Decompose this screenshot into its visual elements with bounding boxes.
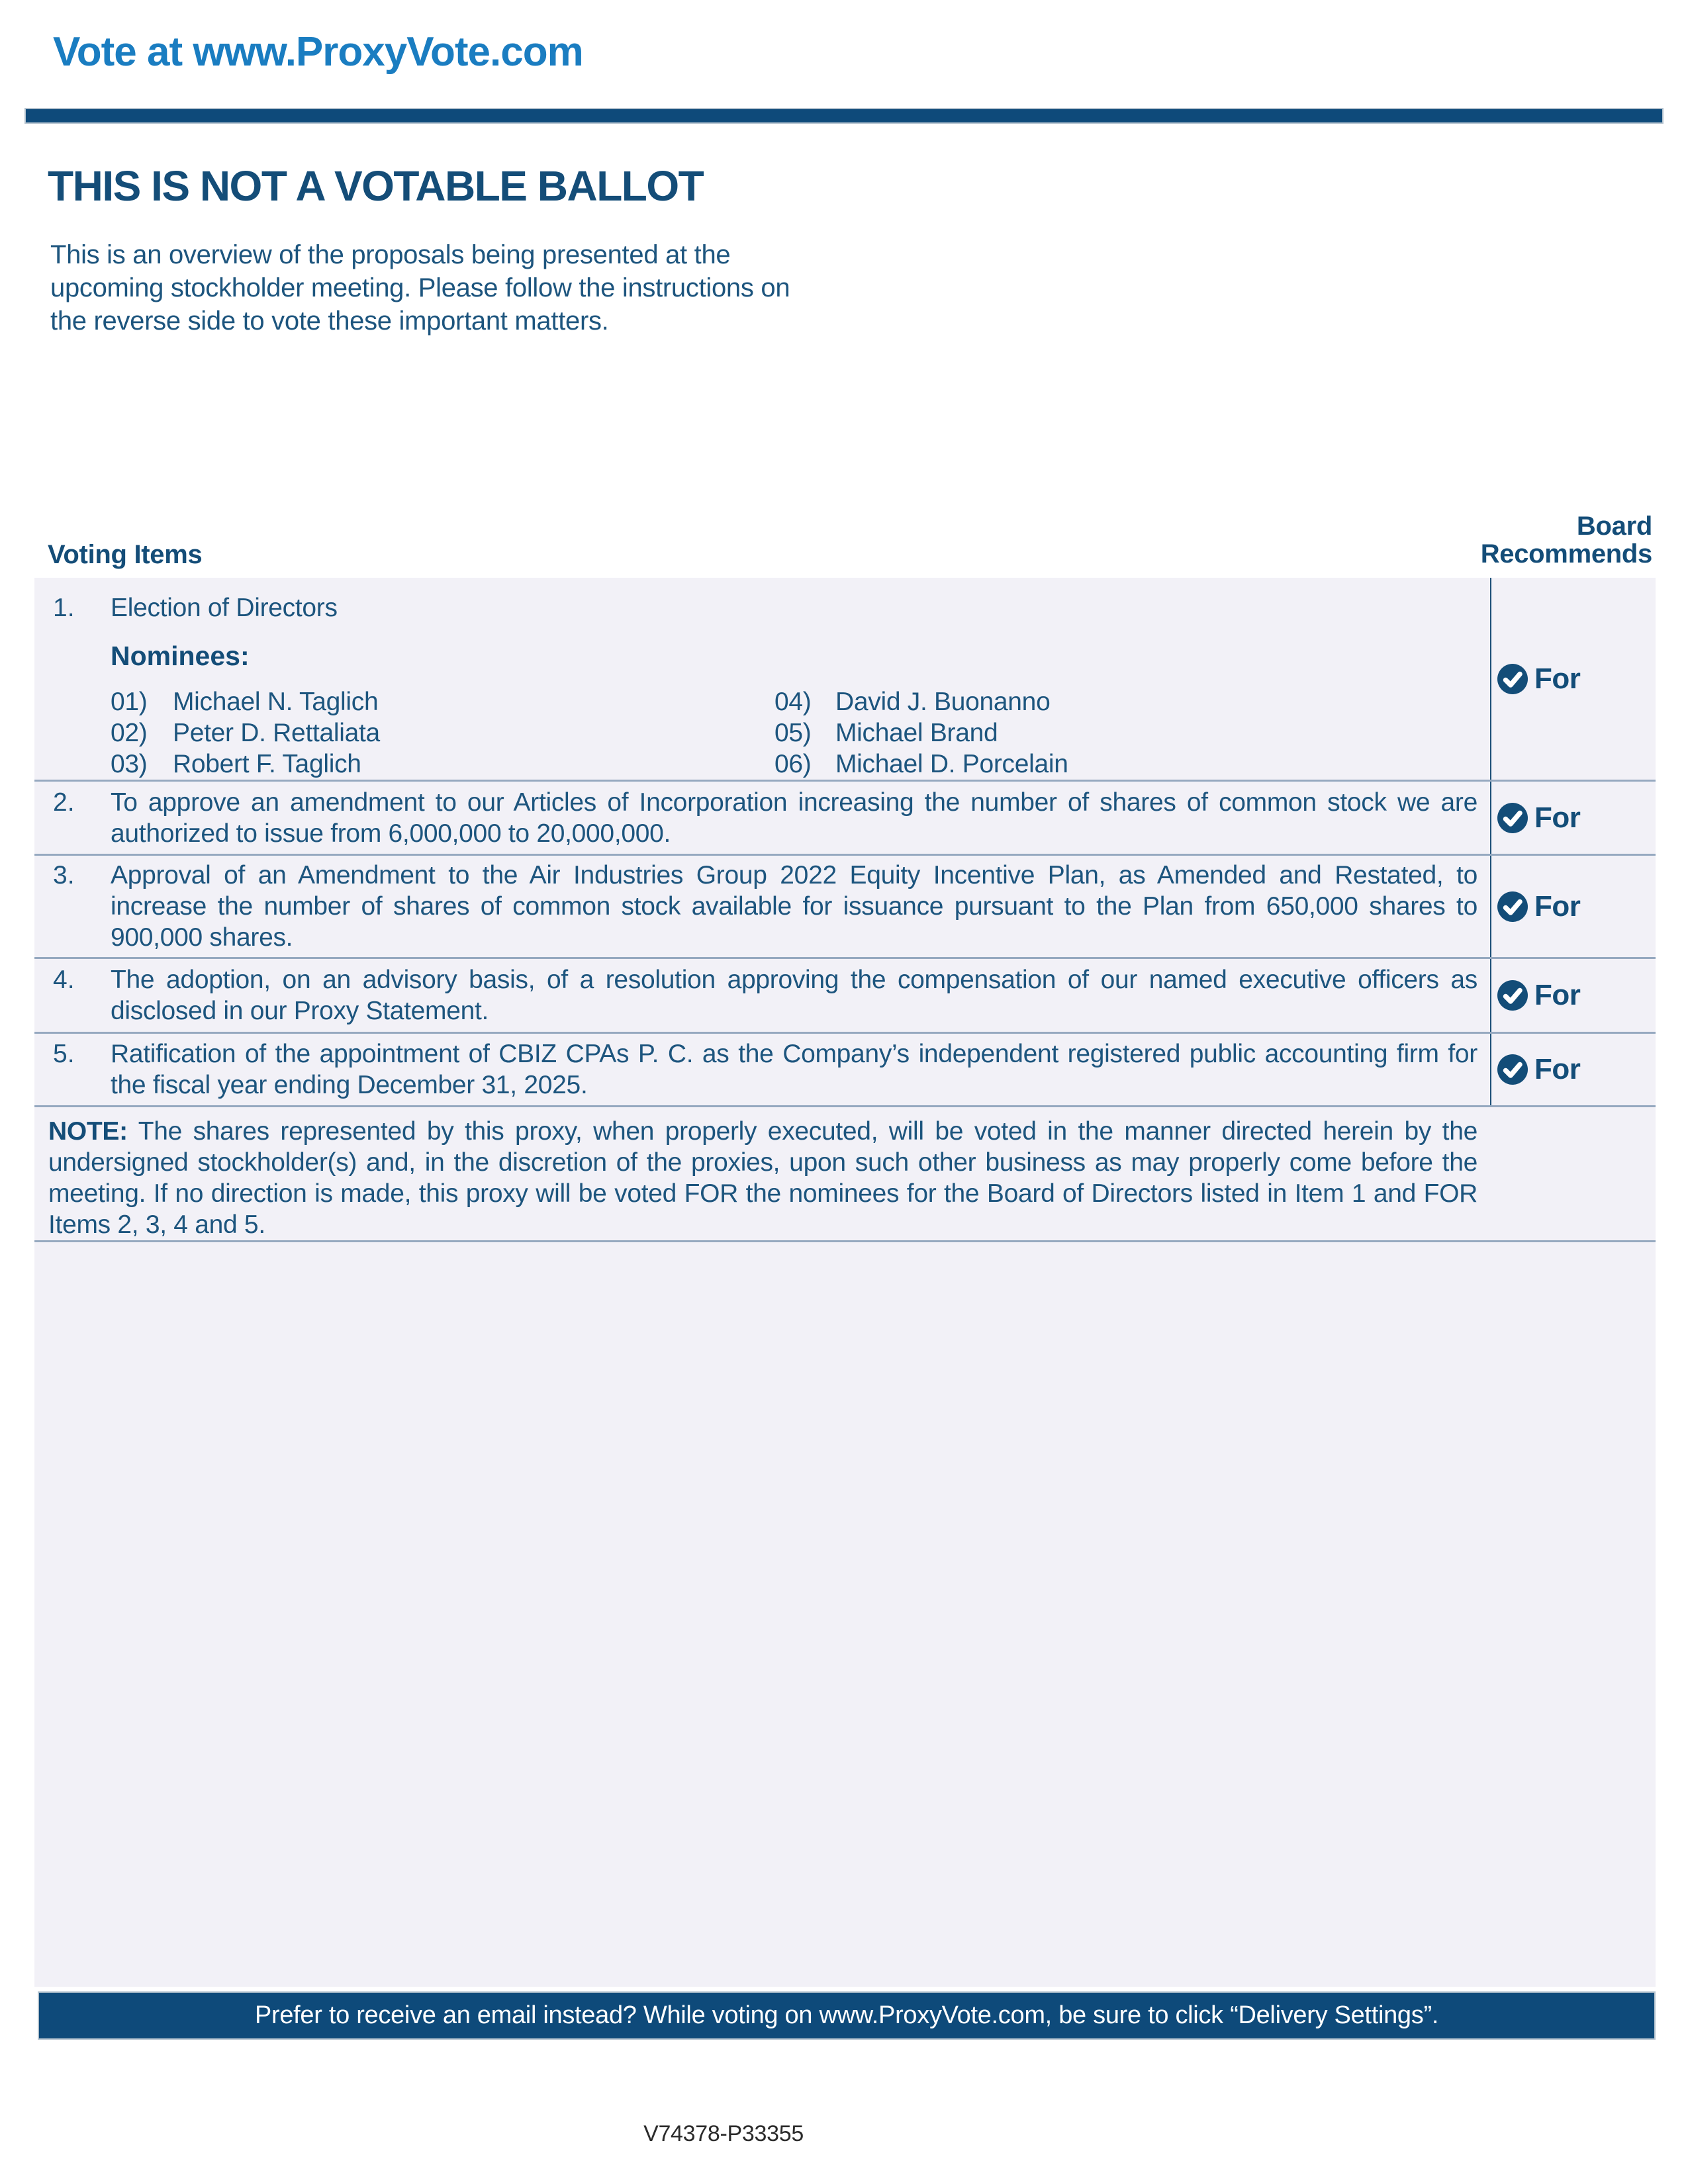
- note-text: The shares represented by this proxy, when properly executed, will be voted in the manner directed herein by the undersigned stockholder(s) and, in the discretion of the proxies, upon such other business as may properly come before the meeting. If no direction is made, this proxy will be voted FOR the nominees for the Board of Directors listed in Item 1 and FOR Items 2, 3, 4 and 5.: [48, 1117, 1477, 1239]
- note-row: [34, 1105, 1656, 1242]
- nominee-name: Peter D. Rettaliata: [173, 719, 380, 747]
- nominee-name: Robert F. Taglich: [173, 750, 361, 778]
- check-circle-icon: [1497, 980, 1528, 1011]
- check-circle-icon: [1497, 664, 1528, 694]
- table-row-amend-articles: [34, 780, 1656, 854]
- check-circle-icon: [1497, 803, 1528, 833]
- item-text: The adoption, on an advisory basis, of a resolution approving the compensation of our named executive officers as disclosed in our Proxy Statement.: [111, 966, 1477, 1025]
- board-recommendation-cell: [1490, 1034, 1656, 1105]
- voting-items-header: Voting Items: [48, 540, 203, 569]
- nominees-label: Nominees:: [111, 641, 250, 671]
- nominees-list: [111, 686, 1477, 780]
- nominee-number: 06): [774, 750, 812, 778]
- table-row-equity-incentive-plan: [34, 854, 1656, 957]
- item-text: Approval of an Amendment to the Air Industries Group 2022 Equity Incentive Plan, as Amended and Restated, to increase the number of shares of common stock available for issuance pursuant to the Plan from 650,000 shares to 900,000 shares.: [111, 861, 1477, 952]
- intro-line: This is an overview of the proposals being presented at the: [50, 240, 731, 269]
- note-label: NOTE:: [48, 1117, 128, 1146]
- nominee-number: 02): [111, 719, 148, 747]
- table-empty-area: [34, 1242, 1656, 1987]
- check-circle-icon: [1497, 1054, 1528, 1085]
- nominee-name: Michael D. Porcelain: [835, 750, 1068, 778]
- recommendation-label: For: [1534, 1053, 1581, 1085]
- nominee-number: 03): [111, 750, 148, 778]
- board-recommends-line: Board: [1576, 512, 1652, 541]
- intro-paragraph: [50, 238, 790, 338]
- recommendation-label: For: [1534, 662, 1581, 695]
- item-text: Election of Directors: [111, 594, 338, 622]
- table-row-election-of-directors: [34, 578, 1656, 780]
- proxyvote-url-heading: Vote at www.ProxyVote.com: [53, 29, 583, 75]
- email-delivery-banner: [38, 1991, 1656, 2040]
- nominee-number: 04): [774, 688, 812, 716]
- page-title: THIS IS NOT A VOTABLE BALLOT: [48, 162, 704, 210]
- nominee-number: 05): [774, 719, 812, 747]
- nominee-name: Michael Brand: [835, 719, 998, 747]
- recommendation-label: For: [1534, 801, 1581, 834]
- document-code: V74378-P33355: [643, 2121, 804, 2146]
- item-number: 3.: [53, 861, 75, 889]
- intro-line: the reverse side to vote these important matters.: [50, 306, 609, 336]
- item-number: 5.: [53, 1040, 75, 1068]
- check-circle-icon: [1497, 891, 1528, 922]
- item-text: Ratification of the appointment of CBIZ CPAs P. C. as the Company’s independent registered public accounting firm for the fiscal year ending December 31, 2025.: [111, 1040, 1477, 1099]
- recommendation-label: For: [1534, 889, 1581, 923]
- nominee-name: Michael N. Taglich: [173, 688, 379, 716]
- board-recommendation-cell: [1490, 856, 1656, 957]
- board-recommendation-cell: [1490, 959, 1656, 1032]
- item-number: 2.: [53, 788, 75, 817]
- header-divider-bar: [24, 108, 1664, 124]
- board-recommends-line: Recommends: [1480, 539, 1652, 569]
- nominee-name: David J. Buonanno: [835, 688, 1051, 716]
- intro-line: upcoming stockholder meeting. Please follow the instructions on: [50, 273, 790, 302]
- email-delivery-banner-text: Prefer to receive an email instead? While voting on www.ProxyVote.com, be sure to click “Delivery Settings”.: [254, 2001, 1439, 2029]
- recommendation-label: For: [1534, 979, 1581, 1011]
- board-recommendation-cell: [1490, 782, 1656, 854]
- item-number: 4.: [53, 966, 75, 994]
- voting-items-table: [34, 578, 1656, 1987]
- board-recommends-header: [1481, 512, 1652, 568]
- item-text: To approve an amendment to our Articles of Incorporation increasing the number of shares of common stock we are authorized to issue from 6,000,000 to 20,000,000.: [111, 788, 1477, 848]
- table-row-executive-compensation: [34, 957, 1656, 1032]
- nominee-number: 01): [111, 688, 148, 716]
- board-recommendation-cell: [1490, 578, 1656, 780]
- table-row-auditor-ratification: [34, 1032, 1656, 1105]
- item-number: 1.: [53, 594, 75, 622]
